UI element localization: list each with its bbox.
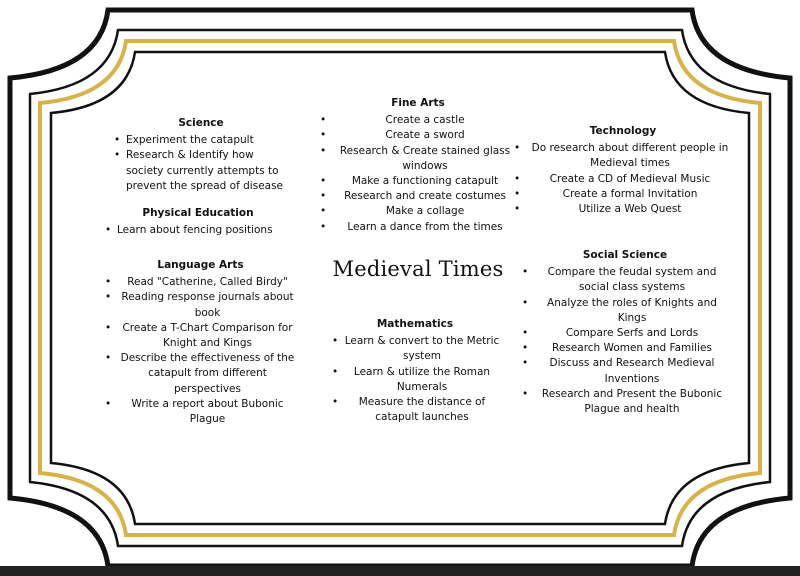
- language-arts-heading: Language Arts: [157, 259, 244, 271]
- mathematics-heading: Mathematics: [376, 318, 454, 330]
- fine-arts-section: [318, 96, 518, 235]
- science-section: [112, 116, 290, 194]
- list-item: • Learn & convert to the Metric system: [330, 334, 500, 364]
- technology-heading: Technology: [589, 125, 657, 137]
- fine-arts-list: [318, 113, 518, 235]
- social-science-heading: Social Science: [582, 249, 668, 261]
- list-item: • Create a sword: [318, 128, 518, 143]
- list-item: • Read "Catherine, Called Birdy": [103, 275, 298, 290]
- physical-education-section: [103, 206, 293, 238]
- mathematics-section: [330, 317, 500, 425]
- language-arts-section: [103, 258, 298, 427]
- list-item: • Learn a dance from the times: [318, 220, 518, 235]
- page-title: Medieval Times: [332, 257, 504, 281]
- list-item: • Research and Present the Bubonic Plague and health: [520, 387, 730, 417]
- list-item: • Create a CD of Medieval Music: [512, 172, 734, 187]
- list-item: • Measure the distance of catapult launches: [330, 395, 500, 425]
- list-item: • Describe the effectiveness of the catapult from different perspectives: [103, 351, 298, 397]
- list-item: • Research and create costumes: [318, 189, 518, 204]
- list-item: • Compare the feudal system and social class systems: [520, 265, 730, 295]
- list-item: • Research & Create stained glass windows: [318, 144, 518, 174]
- social-science-section: [520, 248, 730, 417]
- list-item: • Analyze the roles of Knights and Kings: [520, 296, 730, 326]
- list-item: • Do research about different people in Medieval times: [512, 141, 734, 171]
- list-item: • Experiment the catapult: [112, 133, 290, 148]
- list-item: • Research & Identify how society currently attempts to prevent the spread of disease: [112, 148, 290, 194]
- list-item: • Research Women and Families: [520, 341, 730, 356]
- list-item: • Create a T-Chart Comparison for Knight and Kings: [103, 321, 298, 351]
- technology-section: [512, 124, 734, 217]
- physical-education-heading: Physical Education: [142, 207, 254, 219]
- science-list: [112, 133, 290, 194]
- list-item: • Create a formal Invitation: [512, 187, 734, 202]
- bottom-edge-bar: [0, 566, 800, 576]
- list-item: • Write a report about Bubonic Plague: [103, 397, 298, 427]
- list-item: • Learn about fencing positions: [103, 223, 293, 238]
- list-item: • Reading response journals about book: [103, 290, 298, 320]
- science-heading: Science: [178, 117, 224, 129]
- list-item: • Make a collage: [318, 204, 518, 219]
- list-item: • Make a functioning catapult: [318, 174, 518, 189]
- list-item: • Compare Serfs and Lords: [520, 326, 730, 341]
- list-item: • Learn & utilize the Roman Numerals: [330, 365, 500, 395]
- social-science-list: [520, 265, 730, 417]
- technology-list: [512, 141, 734, 217]
- fine-arts-heading: Fine Arts: [391, 97, 445, 109]
- list-item: • Create a castle: [318, 113, 518, 128]
- list-item: • Discuss and Research Medieval Inventions: [520, 356, 730, 386]
- language-arts-list: [103, 275, 298, 427]
- list-item: • Utilize a Web Quest: [512, 202, 734, 217]
- mathematics-list: [330, 334, 500, 425]
- physical-education-list: [103, 223, 293, 238]
